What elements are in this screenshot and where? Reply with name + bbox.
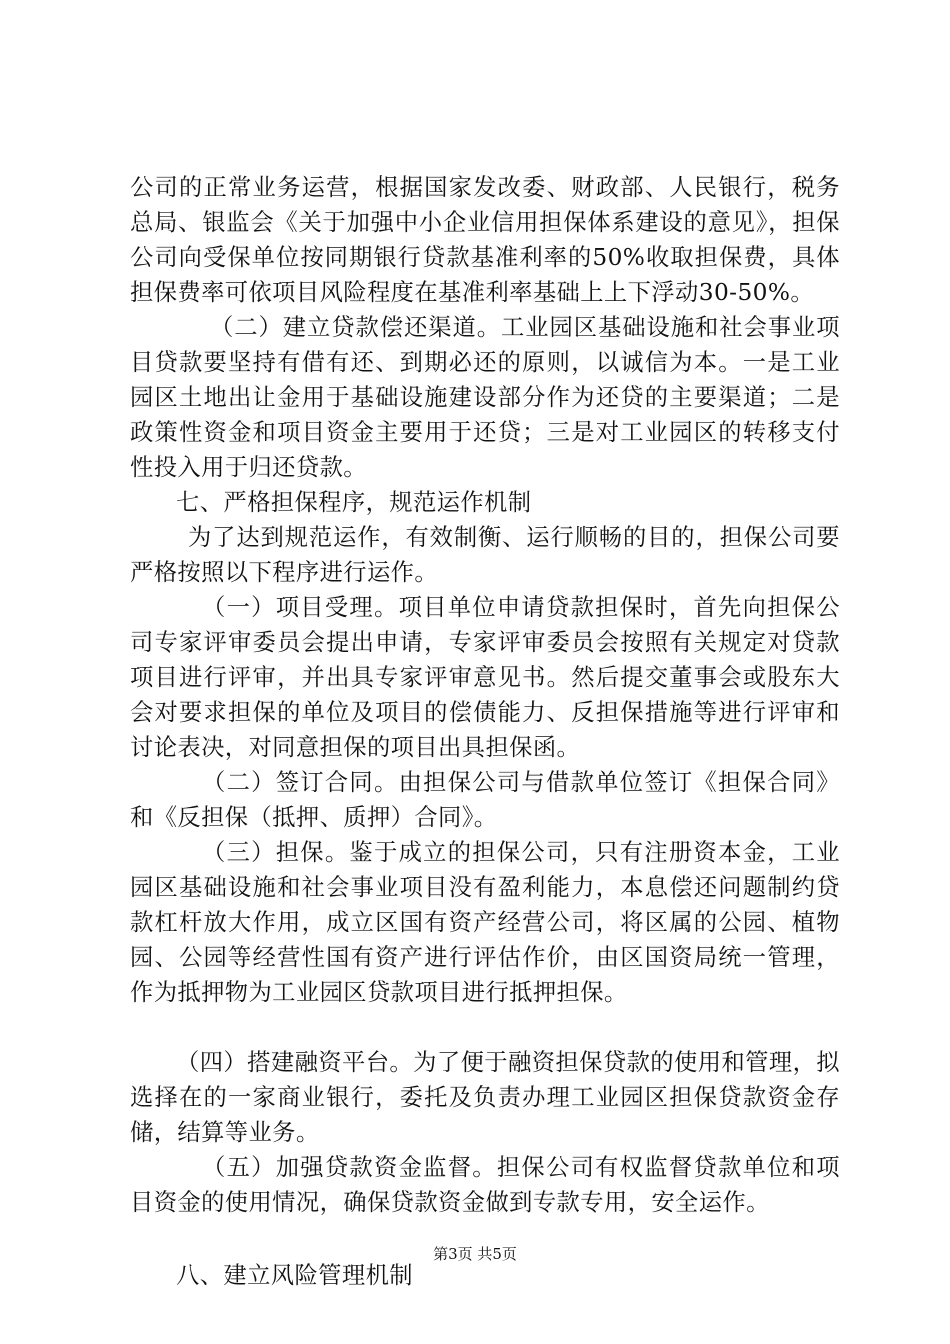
document-body xyxy=(130,170,840,1293)
paragraph-financing-platform: （四）搭建融资平台。为了便于融资担保贷款的使用和管理，拟选择在的一家商业银行，委托及负责办理工业园区担保贷款资金存储，结算等业务。 xyxy=(130,1049,840,1146)
paragraph-sign-contract: （二）签订合同。由担保公司与借款单位签订《担保合同》和《反担保（抵押、质押）合同》。 xyxy=(130,769,840,831)
section-heading-eight: 八、建立风险管理机制 xyxy=(176,1262,413,1289)
paragraph-operation-intro: 为了达到规范运作，有效制衡、运行顺畅的目的，担保公司要严格按照以下程序进行运作。 xyxy=(130,524,840,586)
page-number: 第3页 共5页 xyxy=(433,1245,517,1263)
paragraph-repayment-channel: （二）建立贷款偿还渠道。工业园区基础设施和社会事业项目贷款要坚持有借有还、到期必还的原则，以诚信为本。一是工业园区土地出让金用于基础设施建设部分作为还贷的主要渠道；二是政策性资金和项目资金主要用于还贷；三是对工业园区的转移支付性投入用于归还贷款。 xyxy=(130,314,840,481)
paragraph-guarantee: （三）担保。鉴于成立的担保公司，只有注册资本金，工业园区基础设施和社会事业项目没有盈利能力，本息偿还问题制约贷款杠杆放大作用，成立区国有资产经营公司，将区属的公园、植物园、公园等经营性国有资产进行评估作价，由区国资局统一管理，作为抵押物为工业园区贷款项目进行抵押担保。 xyxy=(130,839,840,1006)
section-heading-seven: 七、严格担保程序，规范运作机制 xyxy=(176,489,532,516)
paragraph-fund-supervision: （五）加强贷款资金监督。担保公司有权监督贷款单位和项目资金的使用情况，确保贷款资金做到专款专用，安全运作。 xyxy=(130,1154,840,1216)
paragraph-project-acceptance: （一）项目受理。项目单位申请贷款担保时，首先向担保公司专家评审委员会提出申请，专家评审委员会按照有关规定对贷款项目进行评审，并出具专家评审意见书。然后提交董事会或股东大会对要求担保的单位及项目的偿债能力、反担保措施等进行评审和讨论表决，对同意担保的项目出具担保函。 xyxy=(130,594,840,761)
paragraph-guarantee-fee: 公司的正常业务运营，根据国家发改委、财政部、人民银行，税务总局、银监会《关于加强中小企业信用担保体系建设的意见》，担保公司向受保单位按同期银行贷款基准利率的50%收取担保费，具体担保费率可依项目风险程度在基准利率基础上上下浮动30-50%。 xyxy=(130,174,840,306)
